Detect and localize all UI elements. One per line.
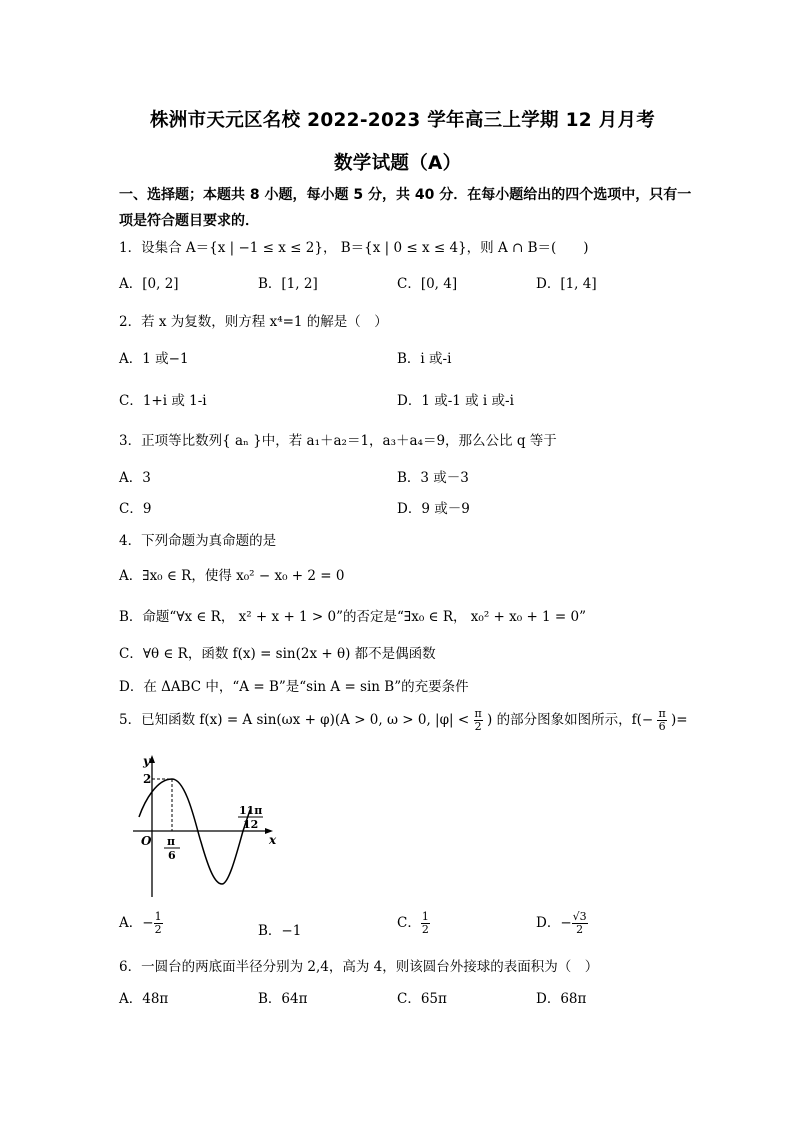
question-5-option-b: B．−1 [258,923,302,939]
question-3-stem: 3．正项等比数列{ aₙ }中，若 a₁＋a₂＝1，a₃＋a₄＝9，那么公比 q 等于 [119,433,557,449]
section-heading-line1: 一、选择题；本题共 8 小题，每小题 5 分，共 40 分．在每小题给出的四个选项中，只有一 [119,187,692,203]
option-c-prefix: C． [397,915,421,931]
section-heading-line2: 项是符合题目要求的． [119,213,259,229]
tick-11pi-12-numerator: 11π [239,804,263,817]
fraction-numerator: 1 [154,910,162,923]
fraction-pi-over-2 [474,708,483,733]
fraction-numerator: √3 [572,910,587,923]
origin-label: O [141,834,152,848]
fraction-denominator: 2 [576,923,584,936]
question-2-option-b: B．i 或-i [397,351,452,367]
question-5-option-d [536,911,588,936]
question-6-option-b: B．64π [258,991,308,1007]
fraction-denominator: 2 [154,923,162,936]
fraction-numerator: 1 [421,910,429,923]
fraction-denominator: 6 [658,720,666,733]
fraction-numerator: π [474,707,482,720]
question-4-stem: 4．下列命题为真命题的是 [119,533,277,549]
question-4-option-c: C．∀θ ∈ R，函数 f(x) = sin(2x + θ) 都不是偶函数 [119,646,436,662]
question-6-option-c: C．65π [397,991,447,1007]
question-1-option-c: C．[0, 4] [397,276,458,292]
page-title: 株洲市天元区名校 2022-2023 学年高三上学期 12 月月考 [150,110,656,131]
x-axis-label: x [269,833,277,847]
question-2-stem: 2．若 x 为复数，则方程 x⁴=1 的解是（ ） [119,314,388,330]
question-5-stem-text-1: 5．已知函数 f(x) = A sin(ωx + φ)(A > 0, ω > 0, |φ| < [119,712,470,728]
question-5-option-c [397,911,430,936]
question-1-option-a: A．[0, 2] [119,276,179,292]
question-6-option-d: D．68π [536,991,587,1007]
question-3-option-c: C．9 [119,501,152,517]
tick-pi-6-denominator: 6 [168,849,176,862]
fraction-pi-over-6 [657,708,666,733]
question-5-stem-text-3: )= [671,712,688,728]
question-5-graph [125,752,285,902]
option-d-fraction [572,911,588,936]
question-4-option-a: A．∃x₀ ∈ R，使得 x₀² − x₀ + 2 = 0 [119,568,345,584]
question-2-option-d: D．1 或-1 或 i 或-i [397,393,514,409]
fraction-numerator: π [658,707,666,720]
question-3-option-d: D．9 或－9 [397,501,470,517]
question-2-option-a: A．1 或−1 [119,351,189,367]
fraction-denominator: 2 [474,720,482,733]
option-a-prefix: A．− [119,915,154,931]
max-value-label: 2 [143,772,152,786]
question-3-option-a: A．3 [119,470,151,486]
question-2-option-c: C．1+i 或 1-i [119,393,207,409]
y-axis-label: y [143,754,150,768]
question-6-option-a: A．48π [119,991,169,1007]
question-4-option-b: B．命题“∀x ∈ R， x² + x + 1 > 0”的否定是“∃x₀ ∈ R， x₀² + x₀ + 1 = 0” [119,609,587,625]
question-5-stem-text-2: ) 的部分图象如图所示，f(− [487,712,654,728]
question-5-option-a [119,911,163,936]
fraction-denominator: 2 [421,923,429,936]
question-1-option-b: B．[1, 2] [258,276,318,292]
question-1-option-d: D．[1, 4] [536,276,597,292]
question-1-stem: 1．设集合 A＝{x | −1 ≤ x ≤ 2}， B＝{x | 0 ≤ x ≤ 4}，则 A ∩ B＝( ) [119,240,589,256]
question-4-option-d: D．在 ΔABC 中，“A = B”是“sin A = sin B”的充要条件 [119,679,469,695]
tick-pi-6-numerator: π [167,835,176,848]
option-a-fraction [154,911,163,936]
option-d-prefix: D．− [536,915,572,931]
question-3-option-b: B．3 或－3 [397,470,469,486]
option-c-fraction [421,911,430,936]
tick-11pi-12-denominator: 12 [243,818,259,831]
question-6-stem: 6．一圆台的两底面半径分别为 2,4，高为 4，则该圆台外接球的表面积为（ ） [119,959,599,975]
question-5-stem [119,708,688,733]
page-subtitle: 数学试题（A） [334,153,462,174]
